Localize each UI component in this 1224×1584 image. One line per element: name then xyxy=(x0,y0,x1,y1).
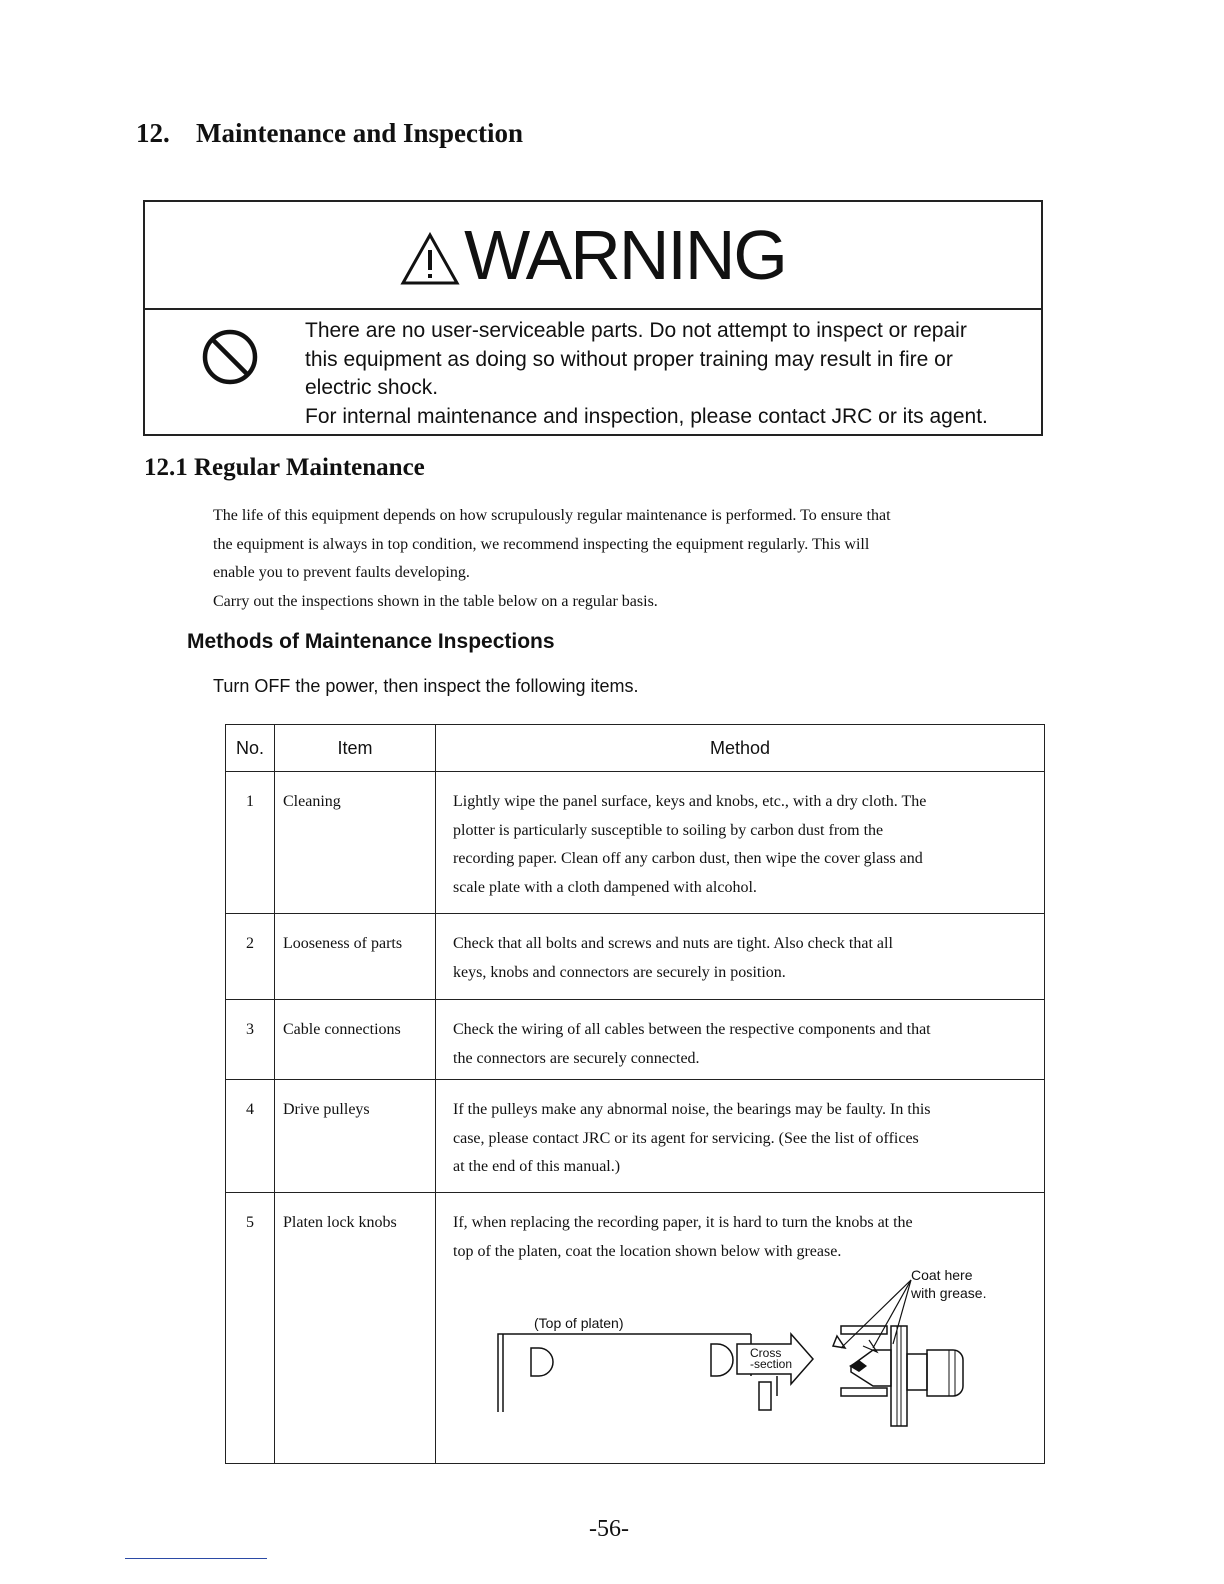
header-method: Method xyxy=(436,725,1045,772)
platen-diagram xyxy=(453,1266,1038,1462)
table-row xyxy=(226,1193,1045,1464)
row-method xyxy=(436,1000,1045,1080)
method-line: Lightly wipe the panel surface, keys and knobs, etc., with a dry cloth. The xyxy=(453,793,927,810)
inspection-table-wrapper xyxy=(225,724,1045,1457)
row-method xyxy=(436,1193,1045,1464)
section-title: 12.1 Regular Maintenance xyxy=(144,454,425,481)
cross-section-label-line: Cross xyxy=(750,1346,782,1360)
warning-title: WARNING xyxy=(464,216,786,294)
row-method xyxy=(436,914,1045,1000)
intro-line: the equipment is always in top condition, we recommend inspecting the equipment regularly. This will xyxy=(213,535,870,553)
grease-label xyxy=(911,1266,986,1302)
methods-title: Methods of Maintenance Inspections xyxy=(187,630,555,653)
method-line: at the end of this manual.) xyxy=(453,1158,621,1175)
method-line: case, please contact JRC or its agent for servicing. (See the list of offices xyxy=(453,1129,919,1147)
method-line: Check the wiring of all cables between the respective components and that xyxy=(453,1021,931,1038)
grease-label-line: Coat here xyxy=(911,1267,973,1283)
header-item: Item xyxy=(275,725,436,772)
cross-section-label xyxy=(750,1348,792,1370)
warning-box xyxy=(143,200,1043,436)
header-no: No. xyxy=(226,725,275,772)
row-number: 2 xyxy=(226,914,275,1000)
inspection-table xyxy=(225,724,1045,1464)
warning-line: There are no user-serviceable parts. Do not attempt to inspect or repair xyxy=(305,319,967,342)
method-line: scale plate with a cloth dampened with alcohol. xyxy=(453,878,757,896)
intro-line: Carry out the inspections shown in the table below on a regular basis. xyxy=(213,592,658,610)
row-item: Platen lock knobs xyxy=(275,1193,436,1464)
table-row xyxy=(226,1000,1045,1080)
footer-rule xyxy=(125,1558,267,1559)
method-line: top of the platen, coat the location shown below with grease. xyxy=(453,1242,842,1260)
warning-line: this equipment as doing so without proper training may result in fire or xyxy=(305,347,953,371)
table-row xyxy=(226,914,1045,1000)
top-of-platen-label: (Top of platen) xyxy=(534,1315,624,1331)
row-item: Cable connections xyxy=(275,1000,436,1080)
method-line: plotter is particularly susceptible to soiling by carbon dust from the xyxy=(453,821,884,839)
row-number: 4 xyxy=(226,1080,275,1193)
methods-note: Turn OFF the power, then inspect the following items. xyxy=(213,676,639,696)
warning-line: For internal maintenance and inspection, please contact JRC or its agent. xyxy=(305,404,988,428)
warning-triangle-icon xyxy=(400,232,460,286)
cross-section-label-line: -section xyxy=(750,1357,793,1371)
table-row xyxy=(226,1080,1045,1193)
intro-line: The life of this equipment depends on how scrupulously regular maintenance is performed. To ensure that xyxy=(213,507,891,524)
intro-line: enable you to prevent faults developing. xyxy=(213,564,470,581)
chapter-title xyxy=(136,118,523,149)
row-item: Cleaning xyxy=(275,772,436,914)
method-line: keys, knobs and connectors are securely in position. xyxy=(453,963,786,981)
method-line: If the pulleys make any abnormal noise, the bearings may be faulty. In this xyxy=(453,1101,931,1118)
row-method xyxy=(436,1080,1045,1193)
page-number: -56- xyxy=(589,1516,629,1542)
warning-text xyxy=(305,317,1035,431)
grease-label-line: with grease. xyxy=(911,1285,987,1301)
chapter-title-text: Maintenance and Inspection xyxy=(196,118,524,148)
warning-line: electric shock. xyxy=(305,376,439,399)
method-line: Check that all bolts and screws and nuts are tight. Also check that all xyxy=(453,935,893,952)
warning-header xyxy=(145,202,1041,310)
row-item: Looseness of parts xyxy=(275,914,436,1000)
chapter-number: 12. xyxy=(136,118,170,148)
row-number: 1 xyxy=(226,772,275,914)
section-intro xyxy=(213,502,1033,616)
table-header-row xyxy=(226,725,1045,772)
method-line: recording paper. Clean off any carbon dust, then wipe the cover glass and xyxy=(453,850,923,867)
row-number: 5 xyxy=(226,1193,275,1464)
row-number: 3 xyxy=(226,1000,275,1080)
table-row xyxy=(226,772,1045,914)
method-line: If, when replacing the recording paper, it is hard to turn the knobs at the xyxy=(453,1214,913,1231)
row-method xyxy=(436,772,1045,914)
prohibition-icon xyxy=(201,328,259,386)
method-line: the connectors are securely connected. xyxy=(453,1049,700,1067)
row-item: Drive pulleys xyxy=(275,1080,436,1193)
